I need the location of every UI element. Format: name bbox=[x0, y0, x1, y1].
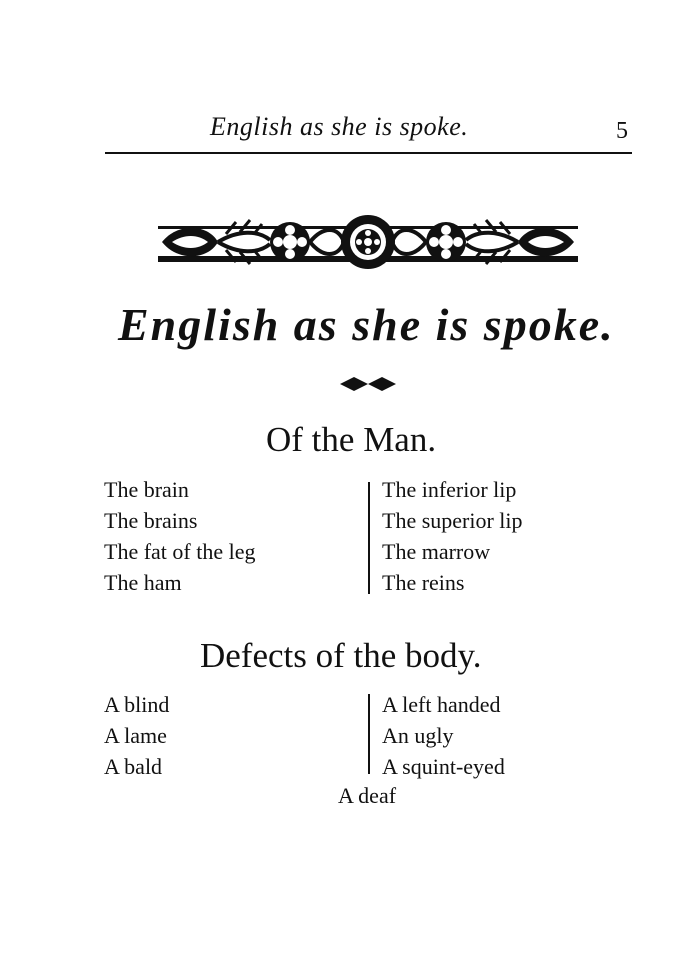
list-item: A left handed bbox=[382, 692, 501, 717]
list-item: The brains bbox=[104, 508, 198, 533]
double-diamond-icon bbox=[338, 377, 398, 391]
list-item: An ugly bbox=[382, 723, 454, 748]
running-head-title: English as she is spoke. bbox=[210, 112, 469, 141]
list-item: A squint-eyed bbox=[382, 754, 505, 779]
list-item: A blind bbox=[104, 692, 170, 717]
list-item-centered: A deaf bbox=[338, 783, 397, 808]
section-heading-of-the-man: Of the Man. bbox=[266, 420, 437, 459]
list-item: The marrow bbox=[382, 539, 491, 564]
vocabulary-list-left bbox=[104, 689, 169, 782]
header-rule bbox=[105, 152, 632, 154]
list-item: The fat of the leg bbox=[104, 539, 256, 564]
column-divider bbox=[368, 694, 370, 774]
list-item: A lame bbox=[104, 723, 167, 748]
list-item: A bald bbox=[104, 754, 163, 779]
list-item: The superior lip bbox=[382, 508, 523, 533]
vocabulary-list-right bbox=[382, 474, 523, 598]
page-title: English as she is spoke. bbox=[118, 299, 615, 350]
list-item: The reins bbox=[382, 570, 465, 595]
floral-headpiece-ornament-icon bbox=[158, 212, 578, 274]
vocabulary-list-right bbox=[382, 689, 505, 782]
list-item: The ham bbox=[104, 570, 182, 595]
vocabulary-list-left bbox=[104, 474, 256, 598]
list-item: The inferior lip bbox=[382, 477, 517, 502]
column-divider bbox=[368, 482, 370, 594]
section-heading-defects-of-the-body: Defects of the body. bbox=[200, 636, 482, 675]
page-number: 5 bbox=[616, 118, 628, 144]
list-item: The brain bbox=[104, 477, 189, 502]
